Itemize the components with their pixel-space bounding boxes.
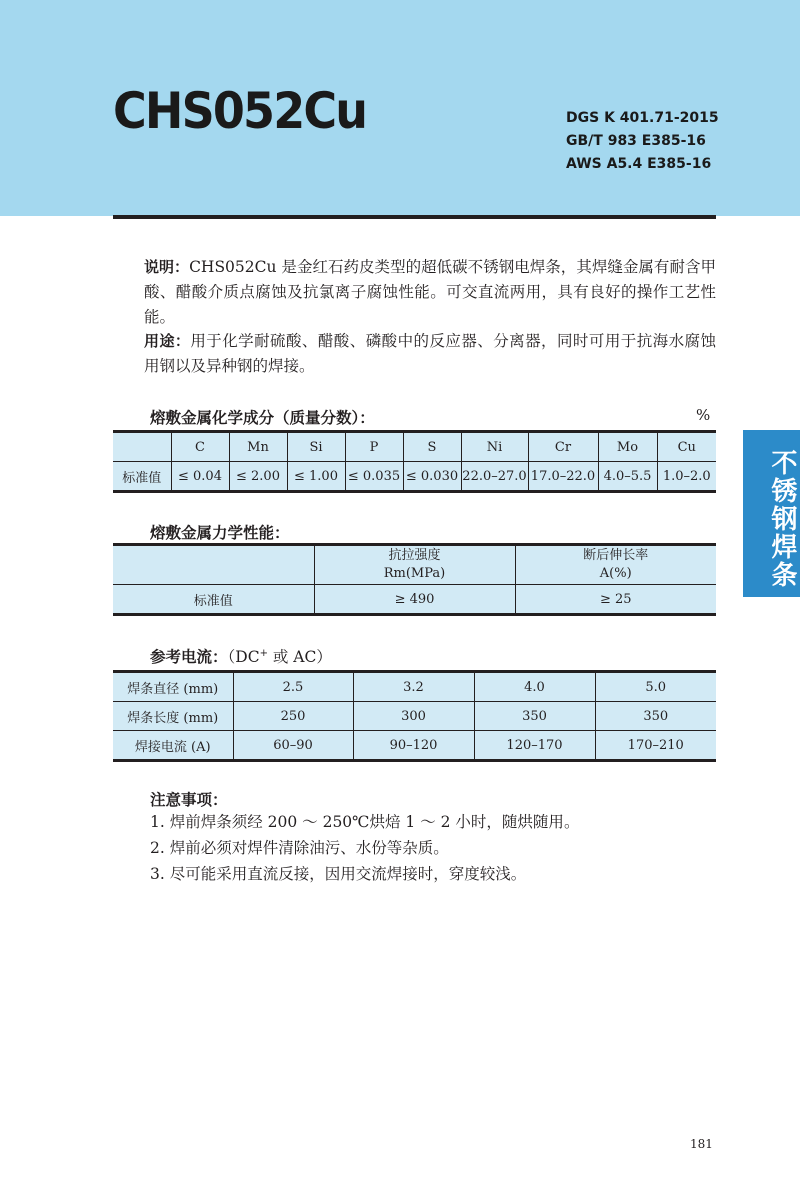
chemical-value-cell: ≤ 2.00: [229, 462, 287, 492]
tensile-strength-header: 抗拉强度 Rm(MPa): [314, 545, 515, 585]
current-cell: 120–170: [474, 731, 595, 761]
notes-list: [150, 809, 579, 887]
current-cell: 5.0: [595, 672, 716, 702]
current-cell: 300: [353, 702, 474, 731]
chemical-header-row: [113, 432, 716, 462]
length-row: [113, 702, 716, 731]
chemical-header-cell: Mo: [598, 432, 657, 462]
note-item: 1. 焊前焊条须经 200 ～ 250℃烘焙 1 ～ 2 小时，随烘随用。: [150, 813, 580, 831]
chemical-header-cell: Mn: [229, 432, 287, 462]
current-cell: 2.5: [233, 672, 353, 702]
mechanical-value-cell: ≥ 25: [515, 585, 716, 615]
current-cell: 60–90: [233, 731, 353, 761]
current-cell: 90–120: [353, 731, 474, 761]
current-title: 参考电流：（DC+ 或 AC）: [150, 647, 332, 666]
chemical-value-row: [113, 462, 716, 492]
notes-title: 注意事项：: [150, 791, 228, 809]
chemical-title: 熔敷金属化学成分（质量分数）：: [150, 409, 375, 427]
current-cell: 350: [595, 702, 716, 731]
current-cell: 4.0: [474, 672, 595, 702]
current-row-label: 焊条长度 (mm): [113, 702, 233, 731]
current-cell: 3.2: [353, 672, 474, 702]
chemical-header-cell: P: [345, 432, 403, 462]
mechanical-table: [113, 543, 716, 616]
current-table: [113, 670, 716, 762]
chemical-unit: %: [696, 406, 711, 424]
category-side-tab: 不锈钢焊条: [743, 430, 800, 597]
model-title: CHS052Cu: [113, 82, 367, 140]
page-number: 181: [690, 1137, 713, 1151]
description-label: 说明：: [144, 258, 190, 276]
usage-paragraph: [113, 329, 716, 379]
mechanical-header-cell: [113, 545, 314, 585]
current-cell: 250: [233, 702, 353, 731]
chemical-header-cell: Si: [287, 432, 345, 462]
chemical-value-cell: 17.0–22.0: [528, 462, 598, 492]
usage-text: 用于化学耐硫酸、醋酸、磷酸中的反应器、分离器，同时可用于抗海水腐蚀用钢以及异种钢的焊接。: [144, 332, 716, 375]
chemical-value-cell: 1.0–2.0: [657, 462, 716, 492]
standard-gbt: GB/T 983 E385-16: [566, 133, 706, 149]
chemical-value-cell: 22.0–27.0: [461, 462, 528, 492]
description-paragraph: [113, 255, 716, 330]
standard-dgs: DGS K 401.71-2015: [566, 110, 719, 126]
chemical-value-cell: 标准值: [113, 462, 171, 492]
standards-list: [566, 107, 719, 176]
header-band: [0, 0, 800, 216]
chemical-header-cell: S: [403, 432, 461, 462]
current-cell: 350: [474, 702, 595, 731]
current-row-label: 焊接电流 (A): [113, 731, 233, 761]
standard-aws: AWS A5.4 E385-16: [566, 156, 712, 172]
mechanical-header-row: [113, 545, 716, 585]
chemical-header-cell: C: [171, 432, 229, 462]
chemical-value-cell: ≤ 0.035: [345, 462, 403, 492]
current-row-label: 焊条直径 (mm): [113, 672, 233, 702]
header-rule: [113, 215, 716, 219]
chemical-table: [113, 430, 716, 493]
chemical-value-cell: 4.0–5.5: [598, 462, 657, 492]
elongation-header: 断后伸长率 A(%): [515, 545, 716, 585]
chemical-header-cell: Cr: [528, 432, 598, 462]
chemical-value-cell: ≤ 0.04: [171, 462, 229, 492]
diameter-row: [113, 672, 716, 702]
chemical-value-cell: ≤ 1.00: [287, 462, 345, 492]
mechanical-value-cell: ≥ 490: [314, 585, 515, 615]
chemical-header-cell: Ni: [461, 432, 528, 462]
mechanical-value-row: [113, 585, 716, 615]
usage-label: 用途：: [144, 332, 191, 350]
note-item: 3. 尽可能采用直流反接，因用交流焊接时，穿度较浅。: [150, 865, 527, 883]
current-cell: 170–210: [595, 731, 716, 761]
chemical-value-cell: ≤ 0.030: [403, 462, 461, 492]
chemical-header-cell: Cu: [657, 432, 716, 462]
mechanical-title: 熔敷金属力学性能：: [150, 524, 290, 542]
note-item: 2. 焊前必须对焊件清除油污、水份等杂质。: [150, 839, 449, 857]
chemical-header-cell: [113, 432, 171, 462]
current-row: [113, 731, 716, 761]
description-text: CHS052Cu 是金红石药皮类型的超低碳不锈钢电焊条，其焊缝金属有耐含甲酸、醋酸介质点腐蚀及抗氯离子腐蚀性能。可交直流两用，具有良好的操作工艺性能。: [144, 258, 716, 326]
mechanical-value-cell: 标准值: [113, 585, 314, 615]
